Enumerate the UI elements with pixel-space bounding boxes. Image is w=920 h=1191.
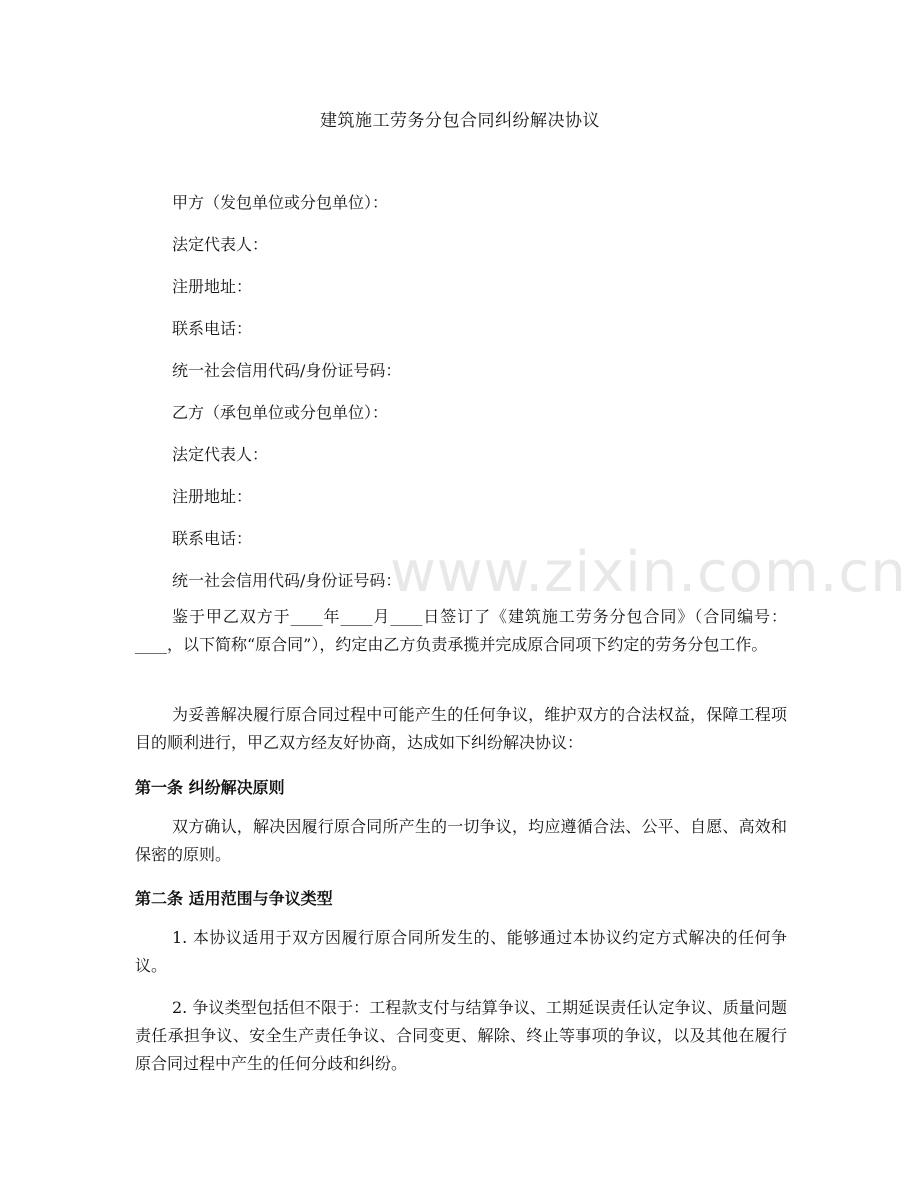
article-2-item-1: 1. 本协议适用于双方因履行原合同所发生的、能够通过本协议约定方式解决的任何争议。	[135, 928, 787, 975]
party-b-credit-code: 统一社会信用代码/身份证号码：	[172, 571, 402, 590]
preamble-paragraph-1: 鉴于甲乙双方于____年____月____日签订了《建筑施工劳务分包合同》（合同编号：____，以下简称“原合同”），约定由乙方负责承揽并完成原合同项下约定的劳务分包工作。	[135, 607, 787, 654]
party-b-address: 注册地址：	[172, 487, 253, 506]
party-a-label: 甲方（发包单位或分包单位）：	[172, 193, 389, 212]
article-2-heading: 第二条 适用范围与争议类型	[135, 889, 333, 908]
party-a-legal-rep: 法定代表人：	[172, 235, 269, 254]
party-a-phone: 联系电话：	[172, 319, 253, 338]
party-b-label: 乙方（承包单位或分包单位）：	[172, 403, 389, 422]
article-1-heading: 第一条 纠纷解决原则	[135, 778, 285, 797]
party-b-phone: 联系电话：	[172, 529, 253, 548]
party-a-address: 注册地址：	[172, 277, 253, 296]
article-1-body: 双方确认，解决因履行原合同所产生的一切争议，均应遵循合法、公平、自愿、高效和保密的原则。	[135, 817, 787, 864]
watermark: www.zixin.com.cn	[390, 540, 907, 605]
article-2-item-2: 2. 争议类型包括但不限于：工程款支付与结算争议、工期延误责任认定争议、质量问题责任承担争议、安全生产责任争议、合同变更、解除、终止等事项的争议，以及其他在履行原合同过程中产生的任何分歧和纠纷。	[135, 998, 787, 1073]
party-a-credit-code: 统一社会信用代码/身份证号码：	[172, 361, 402, 380]
preamble-paragraph-2: 为妥善解决履行原合同过程中可能产生的任何争议，维护双方的合法权益，保障工程项目的顺利进行，甲乙双方经友好协商，达成如下纠纷解决协议：	[135, 705, 787, 752]
document-title: 建筑施工劳务分包合同纠纷解决协议	[320, 111, 600, 131]
party-b-legal-rep: 法定代表人：	[172, 445, 269, 464]
